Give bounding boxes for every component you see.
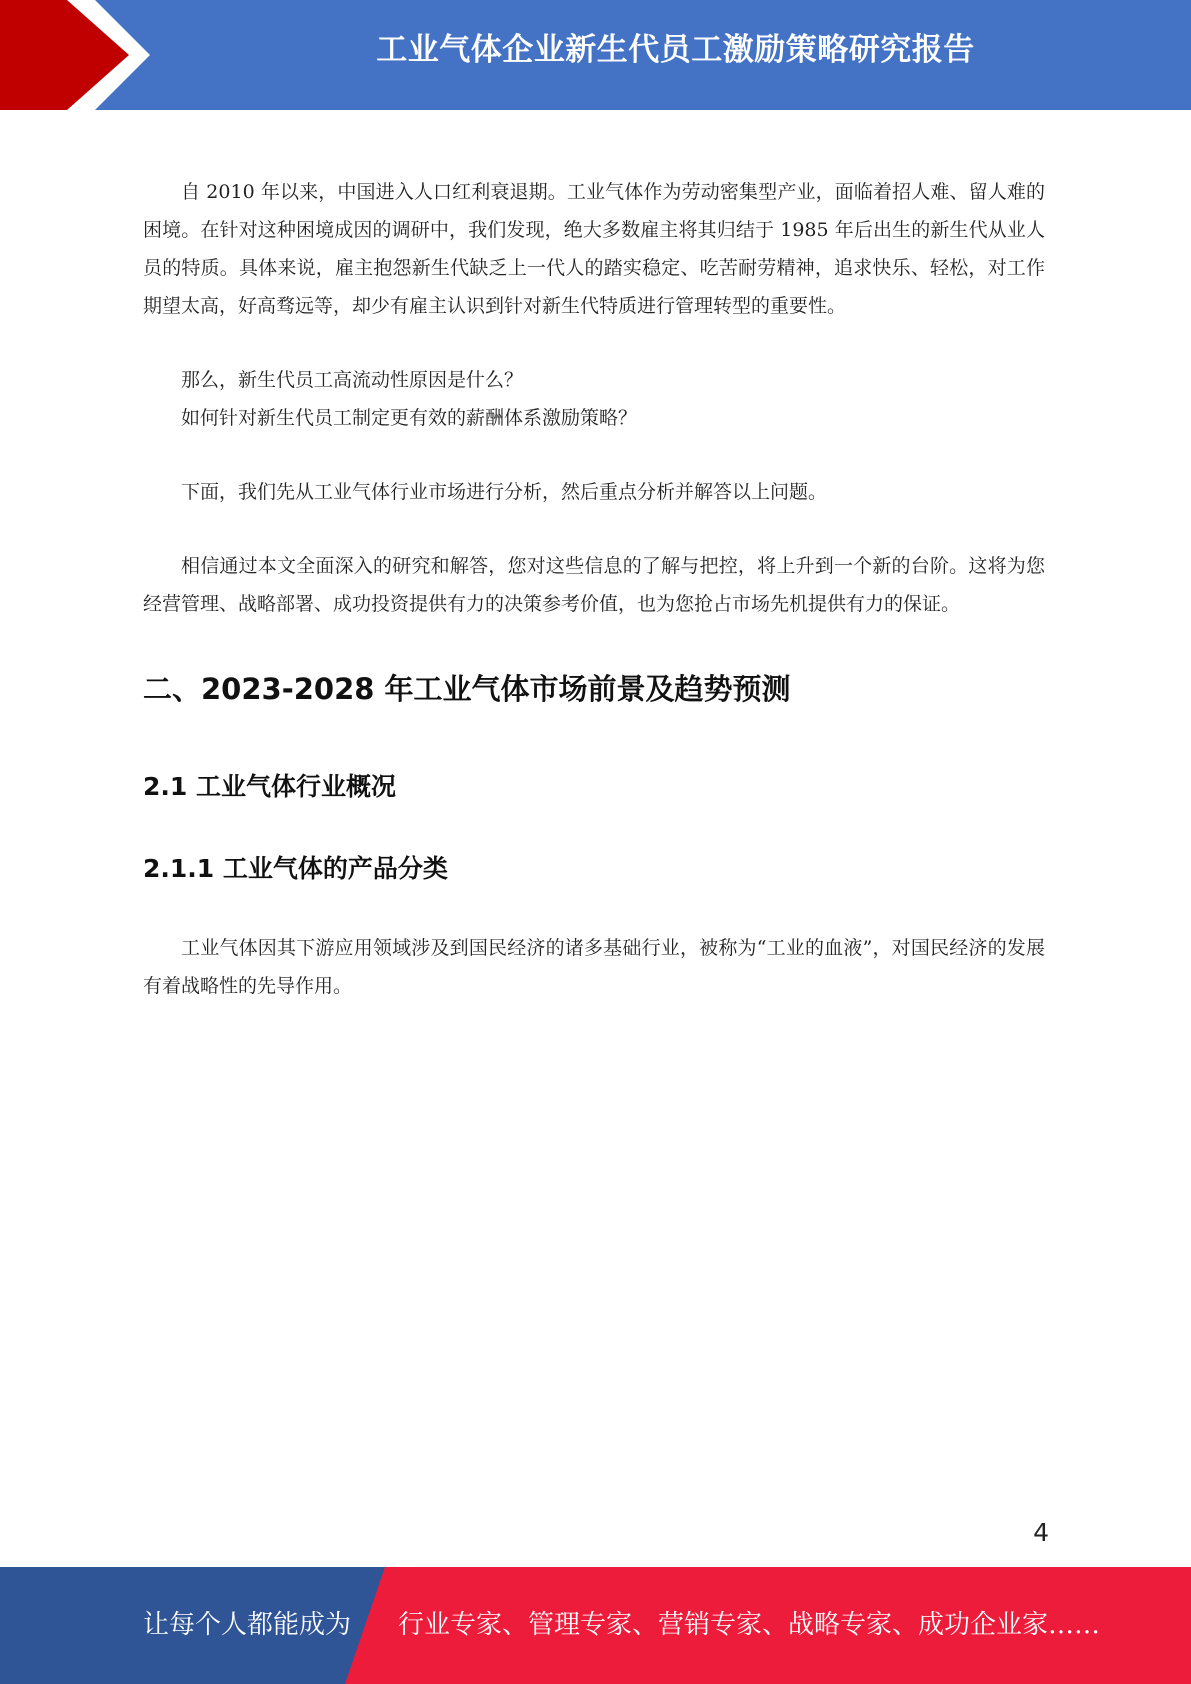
footer-banner [0, 1567, 1191, 1684]
document-body [143, 173, 1045, 1005]
transition-paragraph: 下面，我们先从工业气体行业市场进行分析，然后重点分析并解答以上问题。 [181, 481, 828, 503]
subsection-heading: 2.1 工业气体行业概况 [143, 772, 396, 801]
value-paragraph: 相信通过本文全面深入的研究和解答，您对这些信息的了解与把控，将上升到一个新的台阶。这将为您经营管理、战略部署、成功投资提供有力的决策参考价值，也为您抢占市场先机提供有力的保证。 [143, 555, 1045, 615]
footer-slogan-left: 让每个人都能成为 [143, 1610, 352, 1640]
footer-slogan-right: 行业专家、管理专家、营销专家、战略专家、成功企业家…… [398, 1610, 1101, 1640]
section-heading: 二、2023-2028 年工业气体市场前景及趋势预测 [143, 672, 791, 706]
header-banner [0, 0, 1191, 110]
page-number: 4 [1033, 1518, 1049, 1547]
subsubsection-heading: 2.1.1 工业气体的产品分类 [143, 854, 448, 883]
question-line-2: 如何针对新生代员工制定更有效的薪酬体系激励策略？ [181, 407, 638, 429]
intro-paragraph: 自 2010 年以来，中国进入人口红利衰退期。工业气体作为劳动密集型产业，面临着招人难、留人难的困境。在针对这种困境成因的调研中，我们发现，绝大多数雇主将其归结于 1985 年后出生的新生代从业人员的特质。具体来说，雇主抱怨新生代缺乏上一代人的踏实稳定、吃苦耐劳精神，追求快乐、轻松，对工作期望太高，好高骛远等，却少有雇主认识到针对新生代特质进行管理转型的重要性。 [143, 181, 1045, 317]
report-title: 工业气体企业新生代员工激励策略研究报告 [376, 32, 975, 68]
header-chevron-decoration [0, 0, 160, 110]
question-line-1: 那么，新生代员工高流动性原因是什么？ [181, 369, 524, 391]
final-paragraph: 工业气体因其下游应用领域涉及到国民经济的诸多基础行业，被称为“工业的血液”，对国民经济的发展有着战略性的先导作用。 [143, 937, 1045, 997]
